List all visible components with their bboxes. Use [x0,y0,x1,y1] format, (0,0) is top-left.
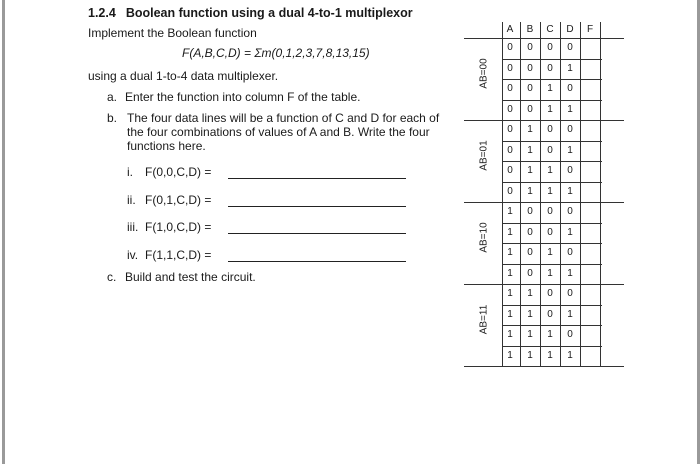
sub-item-i-marker: i. [127,165,133,179]
row-rule [502,79,602,80]
cell-r8-c: 0 [547,206,553,217]
cell-r12-c: 0 [547,288,553,299]
cell-r8-a: 1 [507,206,513,217]
cell-r2-c: 1 [547,83,553,94]
item-b-marker: b. [107,111,118,125]
cell-r5-c: 0 [547,144,553,156]
header-f: F [586,24,594,35]
cell-r0-b: 0 [527,42,533,53]
cell-r10-d: 0 [567,247,573,258]
column-rule [520,22,521,366]
sub-item-iii-text: F(1,0,C,D) = [145,220,212,234]
cell-r13-a: 1 [507,308,513,320]
cell-r6-d: 0 [567,165,573,176]
function-expression: F(A,B,C,D) = Σm(0,1,2,3,7,8,13,15) [182,46,370,60]
cell-r4-d: 0 [567,124,573,135]
cell-r13-c: 0 [547,308,553,320]
section-number: 1.2.4 [88,6,116,20]
intro-text: Implement the Boolean function [88,26,257,40]
header-a: A [506,24,514,35]
cell-r12-a: 1 [507,288,513,299]
row-rule [502,59,602,60]
cell-r14-b: 1 [527,329,533,340]
cell-r15-b: 1 [527,349,533,361]
cell-r12-b: 1 [527,288,533,299]
cell-r10-b: 0 [527,247,533,258]
column-rule [540,22,541,366]
cell-r4-b: 1 [527,124,533,135]
cell-r2-d: 0 [567,83,573,94]
item-c-text: Build and test the circuit. [125,270,256,284]
cell-r6-c: 1 [547,165,553,176]
cell-r6-a: 0 [507,165,513,176]
item-a [107,90,360,104]
section-title: Boolean function using a dual 4-to-1 multiplexor [125,6,413,20]
cell-r15-c: 1 [547,349,553,361]
cell-r5-b: 1 [527,144,533,156]
cell-r11-b: 0 [527,267,533,279]
cell-r11-a: 1 [507,267,513,279]
cell-r10-a: 1 [507,247,513,258]
row-rule [502,223,602,224]
cell-r9-a: 1 [507,226,513,238]
cell-r1-a: 0 [507,62,513,74]
row-rule [502,305,602,306]
cell-r6-b: 1 [527,165,533,176]
cell-r1-b: 0 [527,62,533,74]
row-rule [502,161,602,162]
row-rule [502,346,602,347]
cell-r3-d: 1 [567,103,573,115]
column-rule [600,22,601,366]
cell-r14-d: 0 [567,329,573,340]
cell-r8-b: 0 [527,206,533,217]
column-rule [560,22,561,366]
sub-item-iv-marker: iv. [127,248,139,262]
cell-r3-b: 0 [527,103,533,115]
header-b: B [526,24,534,35]
cell-r13-b: 1 [527,308,533,320]
cell-r13-d: 1 [567,308,573,320]
cell-r2-a: 0 [507,83,513,94]
sub-item-iii [127,220,211,234]
row-rule [502,182,602,183]
item-a-text: Enter the function into column F of the table. [125,90,361,104]
cell-r9-b: 0 [527,226,533,238]
left-border [2,0,5,464]
row-rule [502,264,602,265]
group-label-ab10: AB=10 [478,222,490,253]
row-rule [502,100,602,101]
cell-r7-d: 1 [567,185,573,197]
item-c-marker: c. [107,270,117,284]
cell-r11-c: 1 [547,267,553,279]
cell-r3-c: 1 [547,103,553,115]
cell-r7-c: 1 [547,185,553,197]
cell-r15-d: 1 [567,349,573,361]
header-d: D [566,24,574,35]
cell-r0-c: 0 [547,42,553,53]
cell-r4-c: 0 [547,124,553,135]
cell-r0-d: 0 [567,42,573,53]
row-rule [502,243,602,244]
cell-r12-d: 0 [567,288,573,299]
cell-r1-d: 1 [567,62,573,74]
cell-r3-a: 0 [507,103,513,115]
cell-r10-c: 1 [547,247,553,258]
header-c: C [546,24,554,35]
item-b-line-2: the four combinations of values of A and B. Write the four [127,125,430,139]
cell-r14-c: 1 [547,329,553,340]
cell-r11-d: 1 [567,267,573,279]
cell-r4-a: 0 [507,124,513,135]
cell-r2-b: 0 [527,83,533,94]
cell-r9-c: 0 [547,226,553,238]
sub-item-i [127,165,211,179]
item-b-line-1: The four data lines will be a function of C and D for each of [127,111,440,125]
cell-r14-a: 1 [507,329,513,340]
group-label-ab01: AB=01 [478,140,490,171]
group-label-ab00: AB=00 [478,58,490,89]
group-rule [464,366,624,367]
cell-r0-a: 0 [507,42,513,53]
sub-item-iii-marker: iii. [127,220,139,234]
cell-r15-a: 1 [507,349,513,361]
answer-line-iii[interactable] [228,233,406,234]
cell-r5-a: 0 [507,144,513,156]
sub-item-iv-text: F(1,1,C,D) = [145,248,212,262]
cell-r8-d: 0 [567,206,573,217]
item-c [107,270,256,284]
cell-r5-d: 1 [567,144,573,156]
row-rule [502,141,602,142]
cell-r7-a: 0 [507,185,513,197]
item-b-line-3: functions here. [127,139,206,153]
column-rule [502,22,503,366]
row-rule [502,325,602,326]
cell-r1-c: 0 [547,62,553,74]
section-heading [88,6,413,20]
cell-r7-b: 1 [527,185,533,197]
using-text: using a dual 1-to-4 data multiplexer. [88,69,279,83]
answer-line-i[interactable] [228,178,406,179]
cell-r9-d: 1 [567,226,573,238]
answer-line-iv[interactable] [228,261,406,262]
sub-item-ii-text: F(0,1,C,D) = [145,193,212,207]
item-a-marker: a. [107,90,118,104]
column-rule [580,22,581,366]
sub-item-i-text: F(0,0,C,D) = [145,165,212,179]
sub-item-ii [127,193,211,207]
group-label-ab11: AB=11 [478,304,490,335]
answer-line-ii[interactable] [228,206,406,207]
sub-item-iv [127,248,211,262]
sub-item-ii-marker: ii. [127,193,136,207]
